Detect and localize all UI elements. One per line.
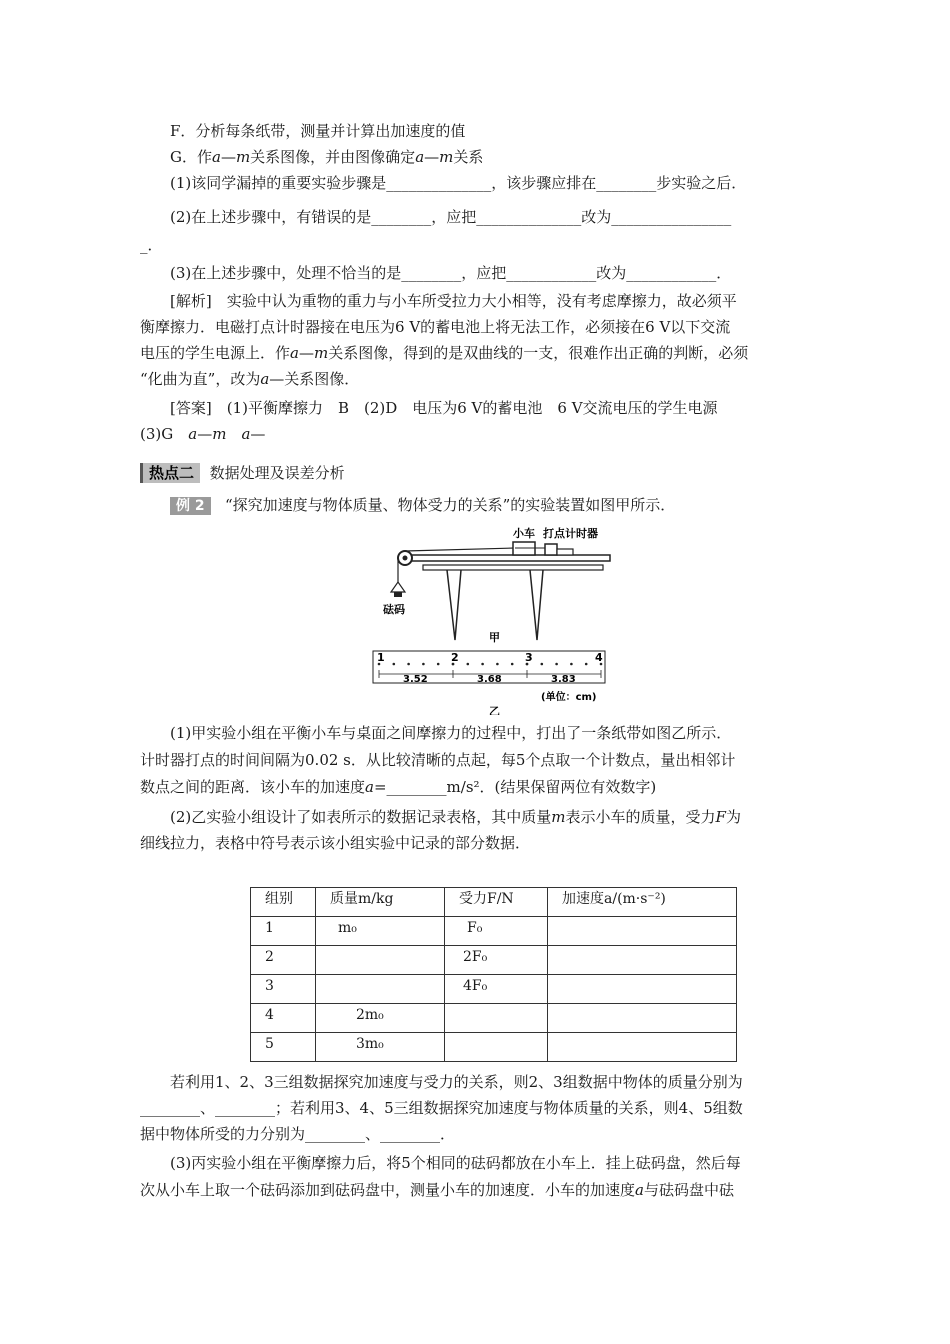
answer-blank: ____________	[506, 264, 597, 282]
section-title: 数据处理及误差分析	[209, 464, 345, 482]
var-m: m	[313, 344, 329, 362]
table-cell: 3	[251, 975, 316, 1004]
var-a: a	[241, 425, 251, 443]
table-cell: 4	[251, 1004, 316, 1033]
caption-yi: 乙	[489, 705, 500, 715]
tape-dot	[541, 663, 544, 666]
analysis-line-1	[0, 290, 950, 312]
part2-text: (2)乙实验小组设计了如表所示的数据记录表格，其中质量	[170, 808, 552, 826]
table-cell: 1	[251, 917, 316, 946]
analysis-text: —关系图像．	[269, 370, 360, 388]
question-2-tail	[0, 234, 950, 256]
part1-text: m/s²．(结果保留两位有效数字)	[446, 778, 657, 796]
timer-icon	[545, 544, 557, 555]
answer-text: [答案] (1)平衡摩擦力 B (2)D 电压为6 V的蓄电池 6 V交流电压的学生电源	[170, 399, 718, 417]
var-a: a	[415, 148, 425, 166]
weight-pan-icon	[391, 582, 405, 592]
part1-text: (1)甲实验小组在平衡小车与桌面之间摩擦力的过程中，打出了一条纸带如图乙所示．	[170, 724, 732, 742]
table-header-row	[251, 888, 737, 917]
var-m: m	[235, 148, 251, 166]
timer-base	[557, 549, 573, 555]
after-table-line-2	[0, 1097, 950, 1119]
analysis-line-3	[0, 342, 950, 364]
q1-text: (1)该同学漏掉的重要实验步骤是	[170, 174, 387, 192]
table-cell	[548, 917, 737, 946]
step-g	[0, 146, 950, 168]
var-a: a	[365, 778, 374, 796]
experiment-figure	[365, 520, 625, 715]
answer-blank: ______________	[476, 208, 582, 226]
dash: —	[250, 425, 266, 443]
part1-text: 计时器打点的时间间隔为0.02 s．从比较清晰的点起，每5个点取一个计数点，量出相邻计	[140, 751, 736, 769]
answer-blank: ________	[215, 1099, 276, 1117]
tape-dot	[481, 663, 484, 666]
table-cell: 5	[251, 1033, 316, 1062]
q2-text: (2)在上述步骤中，有错误的是	[170, 208, 372, 226]
table-row	[251, 917, 737, 946]
q2-text: ，应把	[431, 208, 477, 226]
var-m: m	[551, 808, 566, 826]
answer-blank: ________	[596, 174, 657, 192]
tape-dot	[570, 663, 573, 666]
answer-blank: ________	[401, 264, 462, 282]
example-text: “探究加速度与物体质量、物体受力的关系”的实验装置如图甲所示．	[224, 496, 676, 514]
table-top	[423, 565, 603, 570]
example-badge: 例 2	[170, 497, 211, 515]
tape-dot	[496, 663, 499, 666]
hot-point-badge: 热点二	[140, 463, 200, 483]
after-table-text: 、	[365, 1125, 381, 1143]
dash: —	[197, 425, 213, 443]
tape-point-label: 2	[451, 651, 459, 664]
step-f-text: F．分析每条纸带，测量并计算出加速度的值	[170, 122, 466, 140]
string	[405, 548, 515, 551]
tape-dot	[407, 663, 410, 666]
section-heading	[0, 462, 950, 484]
dash: —	[298, 344, 314, 362]
table-cell: 4F₀	[445, 975, 548, 1004]
question-3	[0, 262, 950, 284]
dash: —	[424, 148, 440, 166]
table-cell	[548, 975, 737, 1004]
equals-sign: =	[373, 778, 387, 796]
part2-text: 为	[725, 808, 741, 826]
q2-tail: _．	[140, 236, 163, 254]
analysis-text: [解析] 实验中认为重物的重力与小车所受拉力大小相等，没有考虑摩擦力，故必须平	[170, 292, 737, 310]
part3-line-1	[0, 1152, 950, 1174]
unit-label: (单位：cm)	[541, 692, 597, 703]
table-cell	[548, 1004, 737, 1033]
tape-distance-label: 3.83	[551, 674, 576, 685]
analysis-text: 电压的学生电源上．作	[140, 344, 291, 362]
table-header: 受力F/N	[445, 888, 548, 917]
tape-dot	[437, 663, 440, 666]
pulley-axle	[403, 556, 408, 561]
tape-point-label: 3	[525, 651, 533, 664]
part2-line-1	[0, 806, 950, 828]
table-cell: 2	[251, 946, 316, 975]
var-a: a	[635, 1181, 644, 1199]
table-header: 加速度a/(m·s⁻²)	[548, 888, 737, 917]
tape-dot	[555, 663, 558, 666]
part2-text: 细线拉力，表格中符号表示该小组实验中记录的部分数据．	[140, 834, 531, 852]
answer-line-1	[0, 397, 950, 419]
after-table-text: 、	[200, 1099, 216, 1117]
answer-blank: ____________	[626, 264, 717, 282]
after-table-line-1	[0, 1071, 950, 1093]
var-f: F	[715, 808, 726, 826]
table-leg	[447, 570, 461, 640]
question-1	[0, 172, 950, 194]
table-header: 质量m/kg	[316, 888, 445, 917]
tape-dot	[422, 663, 425, 666]
part1-line-1	[0, 722, 950, 744]
analysis-text: 关系图像，得到的是双曲线的一支，很难作出正确的判断，必须	[328, 344, 749, 362]
var-a: a	[188, 425, 198, 443]
table-header: 组别	[251, 888, 316, 917]
cart-label: 小车	[513, 527, 535, 540]
q3-text: (3)在上述步骤中，处理不恰当的是	[170, 264, 402, 282]
after-table-text: ．	[440, 1125, 456, 1143]
var-a: a	[211, 148, 221, 166]
timer-label: 打点计时器	[543, 527, 598, 540]
answer-blank: ________	[380, 1125, 441, 1143]
table-cell: m₀	[316, 917, 445, 946]
step-g-mid: 关系图像，并由图像确定	[250, 148, 416, 166]
tape-distance-label: 3.68	[477, 674, 502, 685]
tape-point-label: 4	[595, 651, 603, 664]
table-cell	[445, 1004, 548, 1033]
q1-text: 步实验之后．	[656, 174, 747, 192]
answer-blank: ________	[371, 208, 432, 226]
q3-text: ，应把	[461, 264, 507, 282]
example-heading	[0, 494, 950, 516]
part1-line-2	[0, 749, 950, 771]
part2-line-2	[0, 832, 950, 854]
answer-blank: ______________	[386, 174, 492, 192]
table-row	[251, 946, 737, 975]
part3-line-2	[0, 1179, 950, 1201]
table-row	[251, 1004, 737, 1033]
q3-text: ．	[716, 264, 732, 282]
after-table-line-3	[0, 1123, 950, 1145]
q3-text: 改为	[596, 264, 627, 282]
analysis-line-2	[0, 316, 950, 338]
weight-icon	[394, 592, 402, 597]
step-g-prefix: G．作	[170, 148, 212, 166]
apparatus-diagram	[383, 526, 610, 644]
answer-text	[226, 425, 241, 443]
table-row	[251, 975, 737, 1004]
part3-text: (3)丙实验小组在平衡摩擦力后，将5个相同的砝码都放在小车上．挂上砝码盘，然后每	[170, 1154, 741, 1172]
after-table-text: 若利用1、2、3三组数据探究加速度与受力的关系，则2、3组数据中物体的质量分别为	[170, 1073, 743, 1091]
var-m: m	[439, 148, 454, 166]
part2-text: 表示小车的质量，受力	[565, 808, 716, 826]
part1-line-3	[0, 776, 950, 798]
table-cell: 2m₀	[316, 1004, 445, 1033]
answer-blank: ________	[386, 778, 447, 796]
table-cell	[548, 1033, 737, 1062]
weight-label: 砝码	[383, 603, 405, 616]
q1-text: ，该步骤应排在	[491, 174, 597, 192]
table-cell	[316, 975, 445, 1004]
paper-tape	[373, 651, 605, 715]
table-leg	[530, 570, 543, 640]
step-g-end: 关系	[453, 148, 484, 166]
analysis-text: 衡摩擦力．电磁打点计时器接在电压为6 V的蓄电池上将无法工作，必须接在6 V以下交流	[140, 318, 731, 336]
tape-dot	[467, 663, 470, 666]
table-cell: 3m₀	[316, 1033, 445, 1062]
analysis-text: “化曲为直”，改为	[140, 370, 261, 388]
answer-line-2	[0, 423, 950, 445]
answer-blank: ________	[140, 1099, 200, 1117]
answer-text: (3)G	[140, 425, 189, 443]
after-table-text: 据中物体所受的力分别为	[140, 1125, 306, 1143]
step-f	[0, 120, 950, 142]
table-cell: F₀	[445, 917, 548, 946]
analysis-line-4	[0, 368, 950, 390]
table-cell: 2F₀	[445, 946, 548, 975]
after-table-text: ；若利用3、4、5三组数据探究加速度与物体质量的关系，则4、5组数	[275, 1099, 743, 1117]
part3-text: 与砝码盘中砝	[643, 1181, 734, 1199]
track-board	[405, 555, 610, 561]
question-2	[0, 206, 950, 228]
part3-text: 次从小车上取一个砝码添加到砝码盘中，测量小车的加速度．小车的加速度	[140, 1181, 636, 1199]
table-cell	[548, 946, 737, 975]
q2-text: 改为	[581, 208, 612, 226]
tape-distance-label: 3.52	[403, 674, 428, 685]
tape-dot	[511, 663, 514, 666]
caption-jia: 甲	[489, 631, 500, 644]
part1-text: 数点之间的距离．该小车的加速度	[140, 778, 366, 796]
dash: —	[220, 148, 236, 166]
tape-dot	[393, 663, 396, 666]
answer-blank: ________________	[611, 208, 732, 226]
var-a: a	[290, 344, 299, 362]
var-m: m	[212, 425, 227, 443]
answer-blank: ________	[305, 1125, 366, 1143]
data-table	[250, 887, 737, 1062]
table-cell	[445, 1033, 548, 1062]
tape-point-label: 1	[377, 651, 385, 664]
var-a: a	[260, 370, 270, 388]
tape-dot	[585, 663, 588, 666]
table-cell	[316, 946, 445, 975]
table-row	[251, 1033, 737, 1062]
